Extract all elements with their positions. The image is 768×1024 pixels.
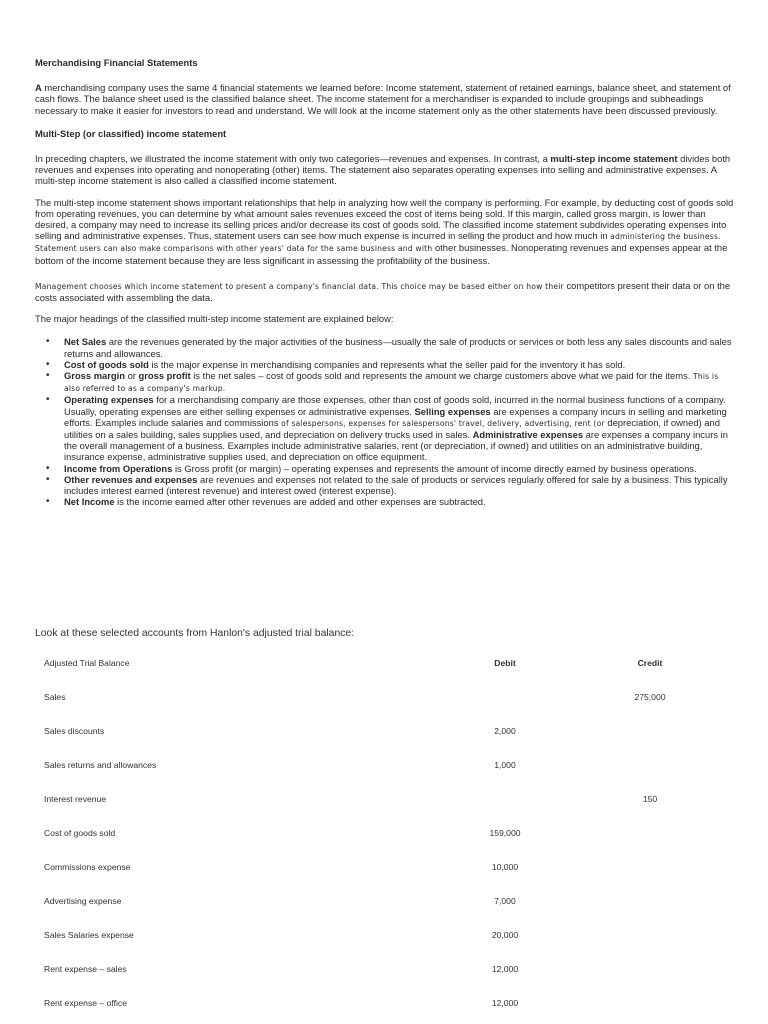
table-row: Advertising expense 7,000	[44, 896, 516, 906]
table-row: Sales 275,000	[44, 692, 666, 702]
list-item-cogs: • Cost of goods sold is the major expense in merchandising companies and represents what the seller paid for the inventory it has sold.	[64, 359, 735, 370]
intro-paragraph	[35, 82, 735, 116]
list-item-income-from-operations: • Income from Operations is Gross profit (or margin) – operating expenses and represents the amount of income directly earned by business operations.	[64, 463, 735, 474]
table-row: Sales returns and allowances 1,000	[44, 760, 516, 770]
multistep-paragraph: In preceding chapters, we illustrated the income statement with only two categories—revenues and expenses. In contrast, a multi-step income statement divides both revenues and expenses into operating and nonoperating (other) items. The statement also separates operating expenses into selling and administrative expenses. A multi-step income statement is also called a classified income statement.	[35, 153, 731, 187]
header-credit: Credit	[637, 658, 663, 668]
headings-intro: The major headings of the classified multi-step income statement are explained below:	[35, 313, 394, 325]
header-account: Adjusted Trial Balance	[44, 658, 130, 668]
table-row: Interest revenue 150	[44, 794, 658, 804]
intro-text: merchandising company uses the same 4 financial statements we learned before: Income statement, statement of retained earnings, balance sheet, and statement of cash flows. The balance sheet used is the classified balance sheet. The income statement for a merchandiser is expanded to include groupings and subheadings necessary to make it easier for investors to read and understand. We will look at the income statement only as the other statements have been discussed previously.	[35, 82, 731, 116]
table-header-row	[0, 658, 768, 670]
table-row: Cost of goods sold 159,000	[44, 828, 521, 838]
headings-list	[35, 336, 735, 507]
list-item-net-sales: • Net Sales are the revenues generated by the major activities of the business—usually the sale of products or services or both less any sales discounts and sales returns and allowances.	[64, 336, 735, 358]
list-item-net-income: • Net Income is the income earned after other revenues are added and other expenses are subtracted.	[64, 496, 735, 507]
table-row: Sales discounts 2,000	[44, 726, 516, 736]
header-debit: Debit	[494, 658, 516, 668]
document-title: Merchandising Financial Statements	[35, 57, 198, 68]
document-body	[35, 57, 735, 508]
list-item-other-revenues: • Other revenues and expenses are revenues and expenses not related to the sale of products or services regularly offered for sale by a business. This typically includes interest earned (interest revenue) and interest owed (interest expense).	[64, 474, 735, 496]
table-row: Commissions expense 10,000	[44, 862, 519, 872]
intro-lead: A	[35, 82, 42, 94]
multistep-term: multi-step income statement	[550, 153, 678, 165]
relationships-paragraph: The multi-step income statement shows important relationships that help in analyzing how well the company is performing. For example, by deducting cost of goods sold from operating revenues, you can determine by what amount sales revenues exceed the cost of items being sold. If this margin, called gross margin, is lower than desired, a company may need to increase its selling prices and/or decrease its cost of goods sold. The classified income statement subdivides operating expenses into selling and administrative expenses. Thus, statement users can see how much expense is incurred in selling the product and how much in administering the business. Statement users can also make comparisons with other years' data for the same business and with other businesses. Nonoperating revenues and expenses appear at the bottom of the income statement because they are less significant in assessing the profitability of the business.	[35, 196, 734, 266]
table-row: Rent expense – office 12,000	[44, 998, 519, 1008]
section-heading: Multi-Step (or classified) income statement	[35, 127, 227, 139]
table-row: Rent expense – sales 12,000	[44, 964, 519, 974]
list-item-operating-expenses: • Operating expenses for a merchandising company are those expenses, other than cost of goods sold, incurred in the normal business functions of a company. Usually, operating expenses are either selling expenses or administrative expenses. Selling expenses are expenses a company incurs in selling and marketing efforts. Examples include salaries and commissions of salespersons, expenses for salespersons' travel, delivery, advertising, rent (or depreciation, if owned) and utilities on a sales building, sales supplies used, and depreciation on delivery trucks used in sales. Administrative expenses are expenses a company incurs in the overall management of a business. Examples include administrative salaries, rent (or depreciation, if owned) and utilities on an administrative building, insurance expense, administrative supplies used, and depreciation on office equipment.	[64, 394, 735, 462]
table-row: Sales Salaries expense 20,000	[44, 930, 519, 940]
management-paragraph: Management chooses which income statement to present a company's financial data. This choice may be based either on how their competitors present their data or on the costs associated with assembling the data.	[35, 279, 731, 304]
list-item-gross-margin: • Gross margin or gross profit is the net sales – cost of goods sold and represents the amount we charge customers above what we paid for the items. This is also referred to as a company's markup.	[64, 370, 735, 394]
trial-balance-intro: Look at these selected accounts from Hanlon's adjusted trial balance:	[35, 628, 355, 639]
